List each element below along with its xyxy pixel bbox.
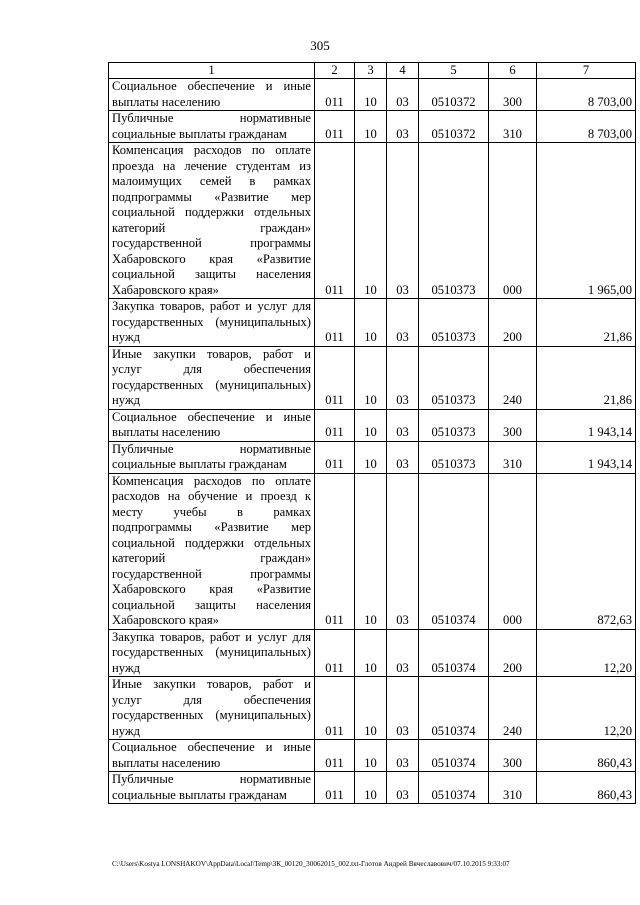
row-subsection-cell: 03 [387,473,419,629]
row-name-cell [109,299,315,347]
row-amount-cell: 8 703,00 [537,79,636,111]
row-target-article-cell: 0510372 [419,79,489,111]
table-row [109,299,636,347]
row-ministry-code-cell: 011 [315,111,355,143]
row-amount-cell: 8 703,00 [537,111,636,143]
row-section-cell: 10 [355,772,387,804]
row-section-cell: 10 [355,299,387,347]
row-name-text: Публичные нормативные социальные выплаты гражданам [112,441,311,471]
row-expense-type-cell: 300 [489,740,537,772]
row-expense-type-cell: 200 [489,299,537,347]
row-name-cell [109,629,315,677]
row-subsection-cell: 03 [387,677,419,740]
row-name-cell [109,409,315,441]
header-cell-7: 7 [537,63,636,79]
row-ministry-code-cell: 011 [315,79,355,111]
row-ministry-code-cell: 011 [315,409,355,441]
row-expense-type-cell: 310 [489,111,537,143]
row-subsection-cell: 03 [387,143,419,299]
row-amount-cell: 860,43 [537,740,636,772]
header-cell-6: 6 [489,63,537,79]
table-row [109,409,636,441]
row-section-cell: 10 [355,473,387,629]
row-section-cell: 10 [355,346,387,409]
row-ministry-code-cell: 011 [315,740,355,772]
row-name-text: Социальное обеспечение и иные выплаты населению [112,409,311,439]
row-name-cell [109,740,315,772]
row-ministry-code-cell: 011 [315,772,355,804]
row-expense-type-cell: 000 [489,143,537,299]
row-name-cell [109,677,315,740]
header-cell-4: 4 [387,63,419,79]
row-target-article-cell: 0510374 [419,740,489,772]
row-subsection-cell: 03 [387,79,419,111]
table-row [109,473,636,629]
row-target-article-cell: 0510373 [419,441,489,473]
row-name-cell [109,473,315,629]
row-section-cell: 10 [355,111,387,143]
row-name-text: Компенсация расходов по оплате расходов на обучение и проезд к месту учебы в рамках подпрограммы «Развитие мер социальной поддержки отдельных категорий граждан» государственной программы Хабаровского края «Развитие социальной защиты населения Хабаровского края» [112,473,311,627]
row-amount-cell: 1 943,14 [537,441,636,473]
row-section-cell: 10 [355,677,387,740]
row-ministry-code-cell: 011 [315,346,355,409]
table-row [109,111,636,143]
row-amount-cell: 12,20 [537,677,636,740]
row-subsection-cell: 03 [387,299,419,347]
row-name-text: Социальное обеспечение и иные выплаты населению [112,79,311,109]
row-name-text: Закупка товаров, работ и услуг для государственных (муниципальных) нужд [112,629,311,675]
row-amount-cell: 12,20 [537,629,636,677]
row-target-article-cell: 0510373 [419,346,489,409]
row-ministry-code-cell: 011 [315,473,355,629]
row-section-cell: 10 [355,143,387,299]
budget-table [108,62,636,804]
row-target-article-cell: 0510373 [419,409,489,441]
table-row [109,629,636,677]
row-target-article-cell: 0510374 [419,473,489,629]
row-name-cell [109,346,315,409]
table-row [109,143,636,299]
row-name-cell [109,772,315,804]
row-amount-cell: 872,63 [537,473,636,629]
table-row [109,79,636,111]
row-subsection-cell: 03 [387,409,419,441]
table-header-row [109,63,636,79]
row-name-text: Иные закупки товаров, работ и услуг для обеспечения государственных (муниципальных) нужд [112,346,311,407]
row-ministry-code-cell: 011 [315,441,355,473]
row-expense-type-cell: 240 [489,677,537,740]
table-row [109,441,636,473]
row-section-cell: 10 [355,441,387,473]
header-cell-2: 2 [315,63,355,79]
row-ministry-code-cell: 011 [315,629,355,677]
header-cell-5: 5 [419,63,489,79]
file-path-footer: C:\Users\Kostya LONSHAKOV\AppData\Local\Temp\ЗК_00120_30062015_002.txt-Глотов Андрей Вячеславович/07.10.2015 9:33:07 [112,860,510,868]
row-expense-type-cell: 200 [489,629,537,677]
row-section-cell: 10 [355,629,387,677]
row-name-text: Компенсация расходов по оплате проезда на лечение студентам из малоимущих семей в рамках подпрограммы «Развитие мер социальной поддержки отдельных категорий граждан» государственной программы Хабаровского края «Развитие социальной защиты населения Хабаровского края» [112,143,311,297]
row-expense-type-cell: 310 [489,441,537,473]
table-row [109,772,636,804]
row-expense-type-cell: 310 [489,772,537,804]
row-amount-cell: 21,86 [537,299,636,347]
row-name-text: Социальное обеспечение и иные выплаты населению [112,740,311,770]
row-name-text: Закупка товаров, работ и услуг для государственных (муниципальных) нужд [112,299,311,344]
row-subsection-cell: 03 [387,346,419,409]
row-subsection-cell: 03 [387,740,419,772]
row-expense-type-cell: 240 [489,346,537,409]
row-amount-cell: 21,86 [537,346,636,409]
row-name-text: Иные закупки товаров, работ и услуг для обеспечения государственных (муниципальных) нужд [112,677,311,738]
row-ministry-code-cell: 011 [315,143,355,299]
table-row [109,740,636,772]
row-ministry-code-cell: 011 [315,677,355,740]
row-section-cell: 10 [355,79,387,111]
row-subsection-cell: 03 [387,111,419,143]
table-row [109,346,636,409]
row-name-cell [109,143,315,299]
row-target-article-cell: 0510372 [419,111,489,143]
row-expense-type-cell: 000 [489,473,537,629]
row-name-text: Публичные нормативные социальные выплаты гражданам [112,772,311,802]
row-name-cell [109,79,315,111]
row-subsection-cell: 03 [387,772,419,804]
row-name-text: Публичные нормативные социальные выплаты гражданам [112,111,311,141]
row-amount-cell: 1 965,00 [537,143,636,299]
row-target-article-cell: 0510374 [419,677,489,740]
table-row [109,677,636,740]
row-amount-cell: 860,43 [537,772,636,804]
row-target-article-cell: 0510374 [419,629,489,677]
header-cell-1: 1 [109,63,315,79]
header-cell-3: 3 [355,63,387,79]
row-expense-type-cell: 300 [489,409,537,441]
row-ministry-code-cell: 011 [315,299,355,347]
row-name-cell [109,111,315,143]
row-subsection-cell: 03 [387,441,419,473]
row-section-cell: 10 [355,740,387,772]
row-subsection-cell: 03 [387,629,419,677]
page-number: 305 [310,38,330,53]
row-target-article-cell: 0510373 [419,299,489,347]
row-target-article-cell: 0510374 [419,772,489,804]
row-target-article-cell: 0510373 [419,143,489,299]
row-amount-cell: 1 943,14 [537,409,636,441]
row-name-cell [109,441,315,473]
table-body [109,79,636,804]
row-section-cell: 10 [355,409,387,441]
row-expense-type-cell: 300 [489,79,537,111]
